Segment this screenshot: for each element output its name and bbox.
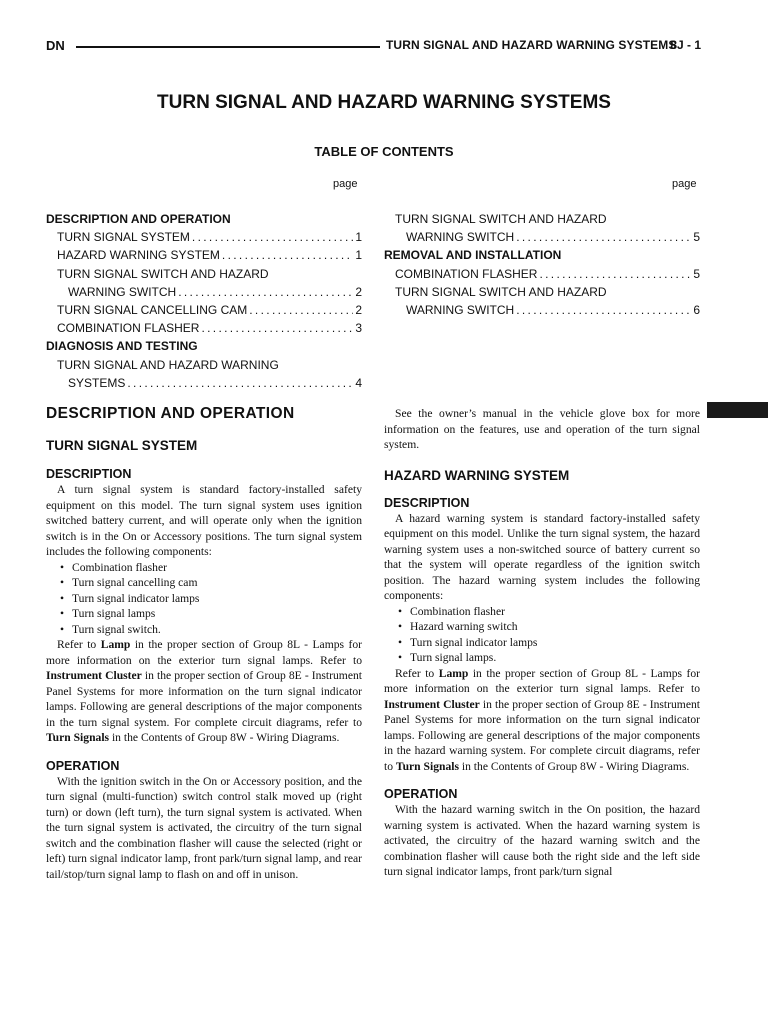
- ref-lamp: Lamp: [100, 638, 131, 651]
- operation-paragraph: With the ignition switch in the On or Accessory position, and the turn signal (multi-function) switch control stalk moved up (right turn) or down (left turn), the turn signal system is activated. When the turn signal system is activated, the circuitry of the turn signal switch and the combination flasher will cause the selected (right or left) turn signal indicator lamp, front park/turn signal lamp, and rear tail/stop/turn signal lamp to flash on and off in unison.: [46, 774, 362, 881]
- toc-page-number: 4: [355, 375, 362, 390]
- owners-manual-paragraph: See the owner’s manual in the vehicle glove box for more information on the features, use and operation of the turn signal system.: [384, 407, 700, 451]
- page-title: TURN SIGNAL AND HAZARD WARNING SYSTEMS: [157, 92, 611, 113]
- subsection-heading: HAZARD WARNING SYSTEM: [384, 467, 570, 483]
- description-paragraph: A hazard warning system is standard factory-installed safety equipment on this model. Unlike the turn signal system, the hazard warning system uses a non-switched source of battery current so that the system will operate regardless of the ignition switch position. The hazard warning system includes the following components:: [384, 511, 700, 602]
- reference-paragraph: Refer to Lamp in the proper section of Group 8L - Lamps for more information on the exterior turn signal lamps. Refer to Instrument Cluster in the proper section of Group 8E - Instrument Panel Systems for more information on the turn signal indicator lamps. Following are general descriptions of the major components in the hazard warning system. For complete circuit diagrams, refer to Turn Signals in the Contents of Group 8W - Wiring Diagrams.: [384, 666, 701, 773]
- component-list-item: • Combination flasher: [398, 604, 700, 620]
- toc-entry: [384, 265, 700, 283]
- operation-heading: OPERATION: [384, 787, 458, 801]
- left-column: [46, 405, 362, 882]
- toc-section-heading: DIAGNOSIS AND TESTING: [46, 339, 198, 354]
- subsection-heading: TURN SIGNAL SYSTEM: [46, 438, 198, 453]
- toc-entry-title: COMBINATION FLASHER: [57, 321, 200, 336]
- toc-section-heading: REMOVAL AND INSTALLATION: [384, 248, 562, 263]
- toc-entry: [46, 246, 362, 264]
- component-list-item: • Turn signal indicator lamps: [60, 591, 362, 607]
- toc-entry-title: WARNING SWITCH: [68, 284, 177, 299]
- right-column: [384, 406, 700, 880]
- ref-instrument-cluster: Instrument Cluster: [46, 669, 142, 682]
- toc-page-number: 1: [355, 230, 362, 245]
- toc-dot-leader: [249, 301, 353, 319]
- toc-entry-title: WARNING SWITCH: [406, 303, 515, 318]
- section-heading: DESCRIPTION AND OPERATION: [46, 405, 295, 422]
- toc-dot-leader: [516, 301, 691, 319]
- component-list: [384, 604, 700, 666]
- toc-entry-title: HAZARD WARNING SYSTEM: [57, 248, 220, 263]
- description-heading: DESCRIPTION: [46, 467, 132, 481]
- component-list-item: • Turn signal cancelling cam: [60, 575, 362, 591]
- toc-dot-leader: [192, 228, 353, 246]
- toc-dot-leader: [539, 265, 691, 283]
- header-model-code: DN: [46, 38, 65, 53]
- component-list-item: • Turn signal lamps.: [398, 650, 700, 666]
- running-header: [46, 38, 701, 54]
- toc-page-number: 1: [355, 248, 362, 263]
- toc-right-column: [384, 210, 700, 319]
- toc-entry-line: TURN SIGNAL SWITCH AND HAZARD: [57, 266, 269, 281]
- toc-entry-line: TURN SIGNAL SWITCH AND HAZARD: [395, 212, 607, 226]
- intro-body: [384, 406, 700, 453]
- toc-page-number: 3: [355, 321, 362, 336]
- toc-entry: [46, 374, 362, 392]
- component-list-item: • Turn signal switch.: [60, 622, 362, 638]
- ref-instrument-cluster: Instrument Cluster: [384, 697, 480, 711]
- description-heading: DESCRIPTION: [384, 495, 470, 510]
- operation-body: [384, 802, 700, 880]
- toc-dot-leader: [516, 228, 691, 246]
- toc-left-column: [46, 210, 362, 392]
- operation-heading: OPERATION: [46, 758, 120, 773]
- toc-entry-line: TURN SIGNAL AND HAZARD WARNING: [57, 357, 279, 372]
- component-list-item: • Turn signal lamps: [60, 606, 362, 622]
- component-list-item: • Turn signal indicator lamps: [398, 635, 700, 651]
- toc-page-number: 2: [355, 303, 362, 318]
- toc-page-label-right: page: [672, 178, 697, 190]
- toc-dot-leader: [127, 374, 353, 392]
- description-body: [384, 511, 700, 775]
- description-paragraph: A turn signal system is standard factory-installed safety equipment on this model. The turn signal system uses ignition switched battery current, and will operate only when the ignition switch is in the On or Accessory positions. The turn signal system includes the following components:: [46, 483, 362, 558]
- operation-body: [46, 774, 362, 883]
- toc-page-number: 5: [693, 230, 700, 245]
- component-list-item: • Combination flasher: [60, 560, 362, 576]
- toc-entry: [384, 228, 700, 246]
- toc-entry-title: WARNING SWITCH: [406, 230, 515, 245]
- ref-turn-signals: Turn Signals: [395, 759, 459, 773]
- header-rule: [76, 46, 380, 48]
- toc-entry-title: SYSTEMS: [68, 375, 126, 390]
- toc-dot-leader: [222, 246, 353, 264]
- description-body: [46, 482, 362, 746]
- header-page-number: 8J - 1: [670, 38, 701, 52]
- toc-title: TABLE OF CONTENTS: [314, 144, 454, 159]
- component-list: [46, 560, 362, 638]
- operation-paragraph: With the hazard warning switch in the On position, the hazard warning system is activated. When the hazard warning system is activated, the circuitry of the hazard warning switch and the combination flasher will cause both the right side and the left side turn signal indicator lamps, front park/turn signal: [384, 803, 700, 878]
- toc-dot-leader: [178, 283, 353, 301]
- toc-page-number: 6: [693, 303, 700, 318]
- component-list-item: • Hazard warning switch: [398, 619, 700, 635]
- reference-paragraph: Refer to Lamp in the proper section of Group 8L - Lamps for more information on the exterior turn signal lamps. Refer to Instrument Cluster in the proper section of Group 8E - Instrument Panel Systems for more information on the turn signal indicator lamps. Following are general descriptions of the major components in the turn signal system. For complete circuit diagrams, refer to Turn Signals in the Contents of Group 8W - Wiring Diagrams.: [46, 638, 363, 744]
- toc-section-heading: DESCRIPTION AND OPERATION: [46, 212, 231, 226]
- section-thumb-tab: [707, 402, 768, 418]
- toc-entry-line: TURN SIGNAL SWITCH AND HAZARD: [395, 284, 607, 299]
- toc-entry-title: TURN SIGNAL CANCELLING CAM: [57, 303, 248, 318]
- toc-entry: [384, 301, 700, 319]
- toc-entry: [46, 301, 362, 319]
- toc-entry-title: COMBINATION FLASHER: [395, 266, 538, 281]
- ref-turn-signals: Turn Signals: [46, 731, 110, 744]
- toc-entry: [46, 319, 362, 337]
- toc-dot-leader: [201, 319, 353, 337]
- toc-page-number: 5: [693, 266, 700, 281]
- toc-page-number: 2: [355, 284, 362, 299]
- toc-entry: [46, 283, 362, 301]
- toc-page-label-left: page: [333, 178, 358, 190]
- header-title: TURN SIGNAL AND HAZARD WARNING SYSTEMS: [386, 38, 677, 52]
- ref-lamp: Lamp: [438, 666, 469, 680]
- toc-entry: [46, 228, 362, 246]
- toc-entry-title: TURN SIGNAL SYSTEM: [57, 230, 190, 245]
